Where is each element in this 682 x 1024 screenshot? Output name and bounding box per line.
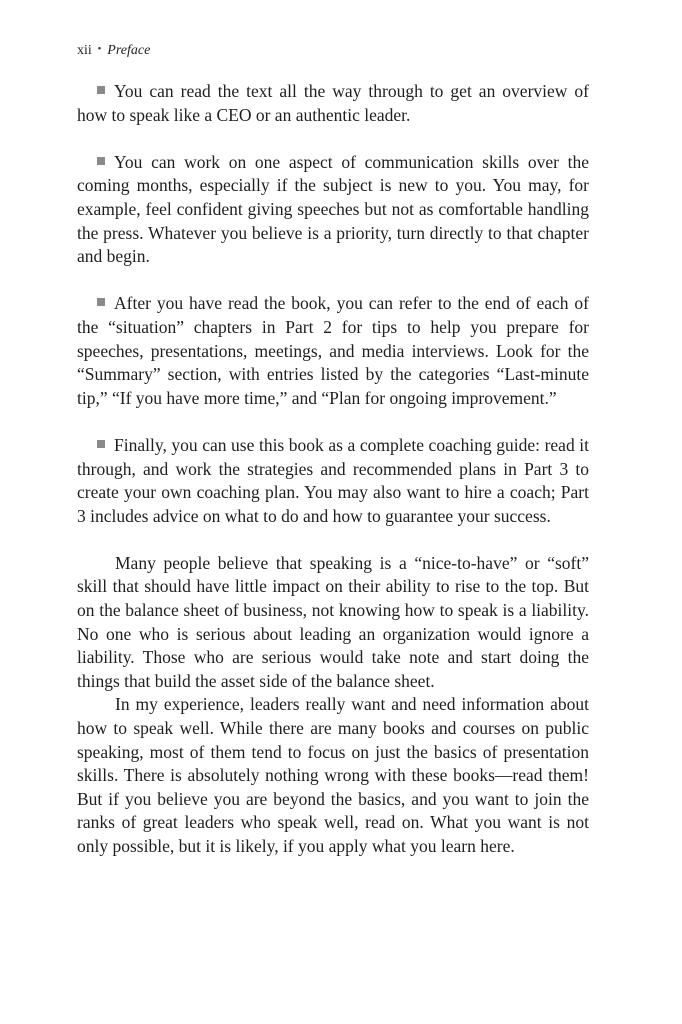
square-bullet-icon — [97, 298, 105, 306]
bullet-text: You can work on one aspect of communication skills over the coming months, especially if the subject is new to you. You may, for example, feel confident giving speeches but not as comfortable handling the press. Whatever you believe is a priority, turn directly to that chapter and begin. — [77, 151, 589, 267]
bullet-text: Finally, you can use this book as a complete coaching guide: read it through, and work the strategies and recommended plans in Part 3 to create your own coaching plan. You may also want to hire a coach; Part 3 includes advice on what to do and how to guarantee your success. — [77, 434, 589, 526]
bullet-item — [77, 151, 589, 269]
bullet-text: You can read the text all the way through to get an overview of how to speak like a CEO or an authentic leader. — [77, 81, 589, 125]
page-number: xii — [77, 43, 92, 58]
separator-dot: • — [97, 44, 102, 55]
square-bullet-icon — [97, 86, 105, 94]
bullet-item — [77, 80, 589, 127]
bullet-item — [77, 434, 589, 528]
running-head — [77, 41, 150, 60]
bullet-item — [77, 292, 589, 410]
section-title: Preface — [107, 43, 151, 58]
bullet-text: After you have read the book, you can refer to the end of each of the “situation” chapters in Part 2 for tips to help you prepare for speeches, presentations, meetings, and media interviews. Look for the “Summary” section, with entries listed by the categories “Last-minute tip,” “If you have more time,” and “Plan for ongoing improvement.” — [77, 293, 589, 408]
square-bullet-icon — [97, 440, 105, 448]
body-paragraph: In my experience, leaders really want and need information about how to speak well. While there are many books and courses on public speaking, most of them tend to focus on just the basics of presentation skills. There is absolutely nothing wrong with these books—read them! But if you believe you are beyond the basics, and you want to join the ranks of great leaders who speak well, read on. What you want is not only possible, but it is likely, if you apply what you learn here. — [77, 694, 589, 856]
body-text — [77, 80, 589, 859]
square-bullet-icon — [97, 157, 105, 165]
body-paragraph: Many people believe that speaking is a “nice-to-have” or “soft” skill that should have little impact on their ability to rise to the top. But on the balance sheet of business, not knowing how to speak is a liability. No one who is serious about leading an organization would ignore a liability. Those who are serious would take note and start doing the things that build the asset side of the balance sheet. — [77, 552, 589, 691]
